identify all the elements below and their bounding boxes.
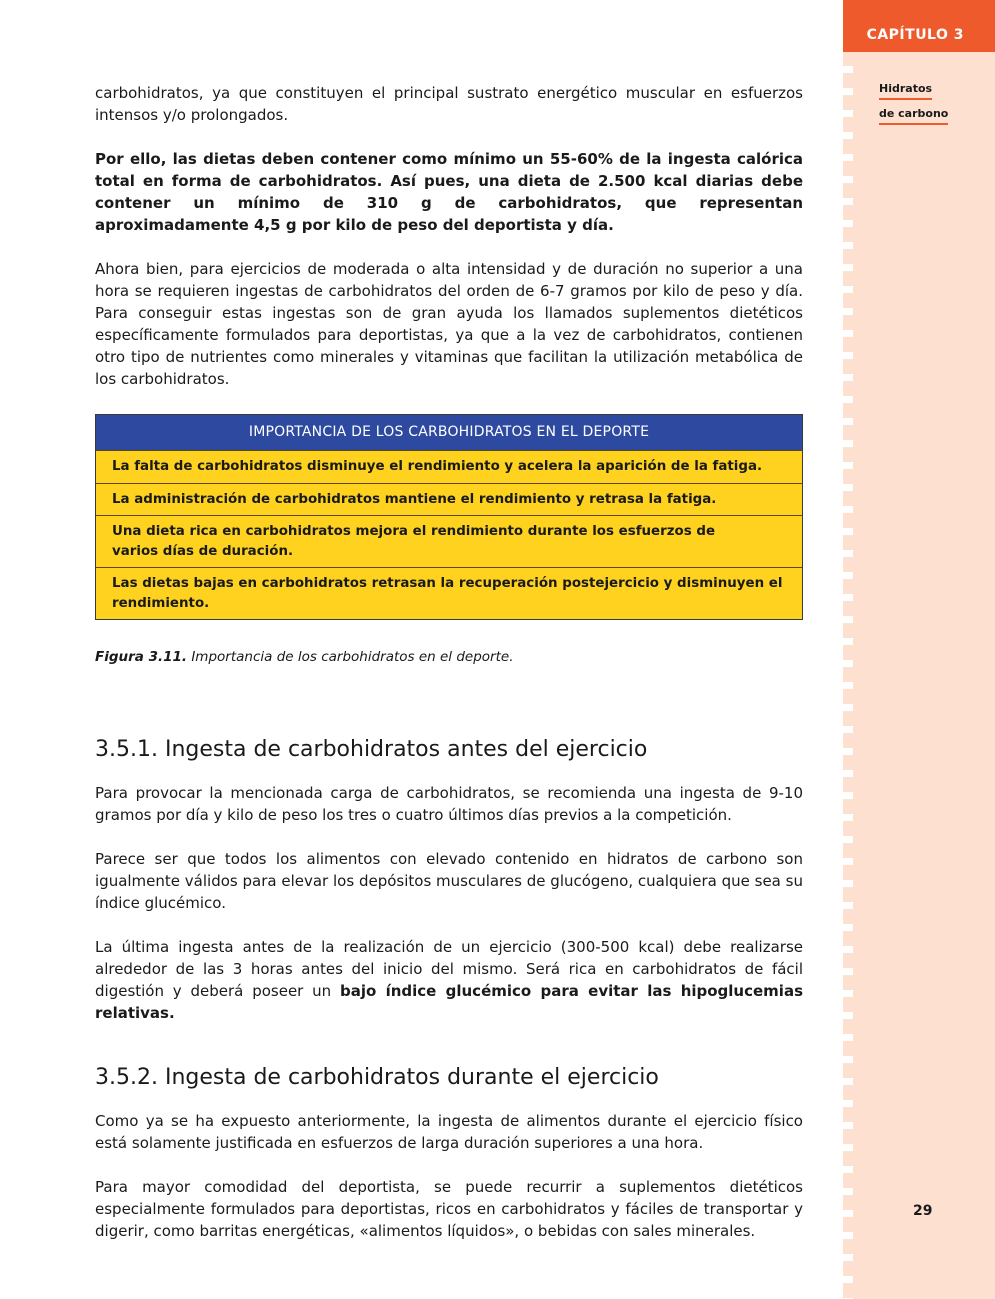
- table-row-text: La falta de carbohidratos disminuye el rendimiento y acelera la aparición de la fatiga.: [112, 459, 763, 474]
- paragraph-moderate-exercise: Ahora bien, para ejercicios de moderada o alta intensidad y de duración no superior a una hora se requieren ingestas de carbohidratos del orden de 6-7 gramos por kilo de peso y día. Para conseguir estas ingestas son de gran ayuda los llamados suplementos dietéticos específicamente formulados para deportistas, ya que a la vez de carbohidratos, contienen otro tipo de nutrientes como minerales y vitaminas que facilitan la utilización metabólica de los carbohidratos.: [95, 260, 803, 388]
- paragraph-during-justified: Como ya se ha expuesto anteriormente, la ingesta de alimentos durante el ejercicio físico está solamente justificada en esfuerzos de larga duración superiores a una hora.: [95, 1112, 803, 1152]
- table-header: IMPORTANCIA DE LOS CARBOHIDRATOS EN EL DEPORTE: [96, 415, 802, 450]
- paragraph-supplements: Para mayor comodidad del deportista, se puede recurrir a suplementos dietéticos especialmente formulados para deportistas, ricos en carbohidratos y fáciles de transportar y digerir, como barritas energéticas, «alimentos líquidos», o bebidas con sales minerales.: [95, 1178, 803, 1240]
- paragraph-intro: carbohidratos, ya que constituyen el principal sustrato energético muscular en esfuerzos intensos y/o prolongados.: [95, 84, 803, 124]
- table-row: [96, 515, 802, 567]
- section-nav: [879, 82, 948, 132]
- section-heading-before: 3.5.1. Ingesta de carbohidratos antes del ejercicio: [95, 737, 648, 762]
- page-number: 29: [913, 1203, 933, 1219]
- table-row: [96, 450, 802, 483]
- section-nav-line2: de carbono: [879, 107, 948, 125]
- table-row-text: La administración de carbohidratos mantiene el rendimiento y retrasa la fatiga.: [112, 491, 717, 507]
- paragraph-bold-recommendation: Por ello, las dietas deben contener como mínimo un 55-60% de la ingesta calórica total en forma de carbohidratos. Así pues, una dieta de 2.500 kcal diarias debe contener un mínimo de 310 g de carbohidratos, que representan aproximadamente 4,5 g por kilo de peso del deportista y día.: [95, 150, 803, 234]
- paragraph-carb-loading: Para provocar la mencionada carga de carbohidratos, se recomienda una ingesta de 9-10 gramos por día y kilo de peso los tres o cuatro últimos días previos a la competición.: [95, 784, 803, 824]
- figure-caption: [95, 648, 803, 666]
- paragraph-glycemic-index: Parece ser que todos los alimentos con elevado contenido en hidratos de carbono son igualmente válidos para elevar los depósitos musculares de glucógeno, cualquiera que sea su índice glucémico.: [95, 850, 803, 912]
- section-nav-line1: Hidratos: [879, 82, 932, 100]
- section-heading-during: 3.5.2. Ingesta de carbohidratos durante el ejercicio: [95, 1065, 659, 1090]
- paragraph-last-intake: [95, 936, 803, 1024]
- table-row-text: Una dieta rica en carbohidratos mejora el rendimiento durante los esfuerzos de varios días de duración.: [112, 524, 716, 559]
- table-row-text: Las dietas bajas en carbohidratos retrasan la recuperación postejercicio y disminuyen el rendimiento.: [112, 576, 783, 611]
- paragraph-last-intake-text: La última ingesta antes de la realización de un ejercicio (300-500 kcal) debe realizarse alrededor de las 3 horas antes del inicio del mismo. Será rica en carbohidratos de fácil digestión y deberá poseer un: [95, 938, 803, 1000]
- main-content: [95, 82, 803, 1242]
- figure-label: Figura 3.11.: [95, 649, 188, 665]
- paragraph-last-intake-bold: bajo índice glucémico para evitar las hipoglucemias relativas.: [95, 982, 803, 1022]
- chapter-label: CAPÍTULO 3: [866, 27, 964, 43]
- right-sidebar: [843, 0, 995, 1299]
- importance-table: [95, 414, 803, 620]
- figure-caption-text: Importancia de los carbohidratos en el deporte.: [191, 649, 514, 665]
- table-row: [96, 567, 802, 619]
- table-row: [96, 483, 802, 516]
- scalloped-edge: [843, 0, 853, 1299]
- chapter-tab: [843, 0, 995, 52]
